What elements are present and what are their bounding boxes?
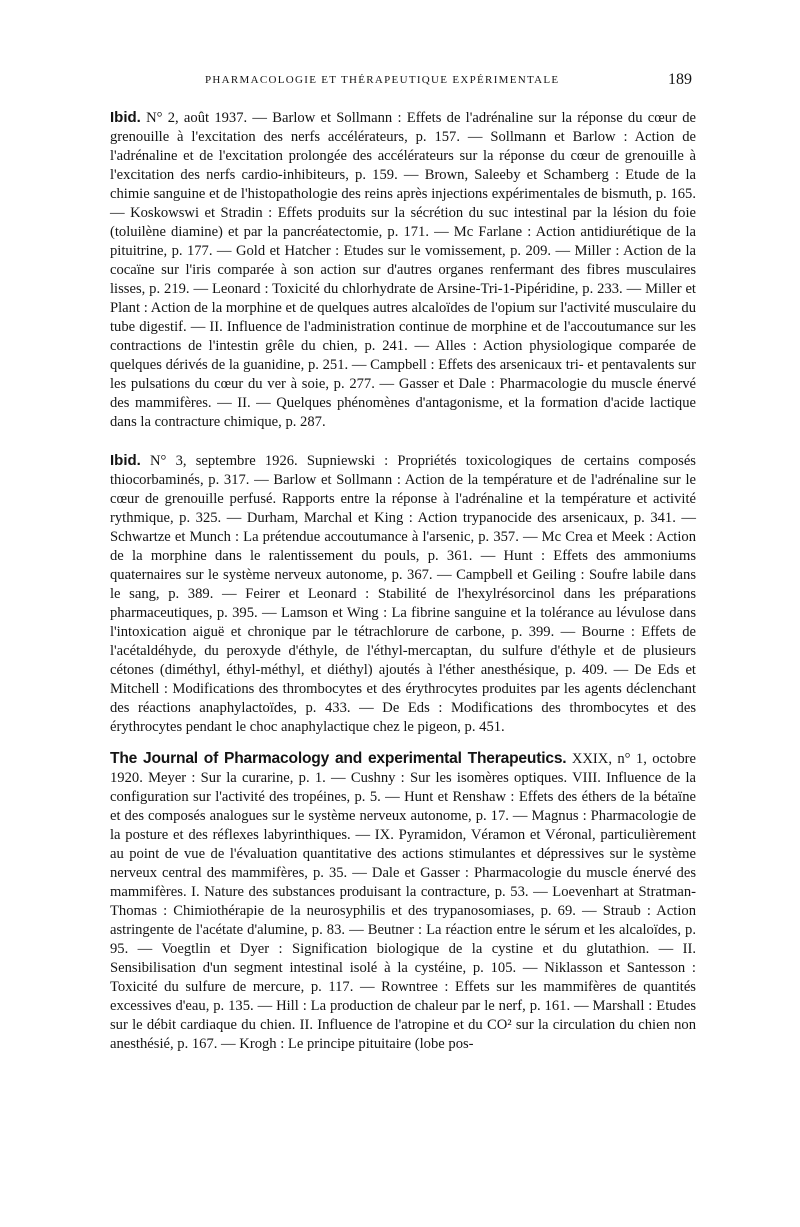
- entry-lead: Ibid.: [110, 109, 141, 126]
- entry-text: N° 2, août 1937. — Barlow et Sollmann : Effets de l'adrénaline sur la réponse du cœur de grenouille à l'excitation des nerfs accélérateurs, p. 157. — Sollmann et Barlow : Action de l'adrénaline et de l'excitation prolongée des accélérateurs sur la réponse du cœur de grenouille à l'excitation des nerfs cardio-inhibiteurs, p. 159. — Brown, Saleeby et Schamberg : Etude de la chimie sanguine et de l'histopathologie des reins après injections expérimentales de bismuth, p. 165. — Koskowswi et Stradin : Effets produits sur la sécrétion du suc intestinal par la lésion du foie (toluilène diamine) et par la pancréatectomie, p. 171. — Mc Farlane : Action antidiurétique de la pituitrine, p. 177. — Gold et Hatcher : Etudes sur le vomissement, p. 209. — Miller : Action de la cocaïne sur l'iris comparée à son action sur d'autres organes renfermant des fibres musculaires lisses, p. 219. — Leonard : Toxicité du chlorhydrate de Arsine-Tri-1-Pipéridine, p. 233. — Miller et Plant : Action de la morphine et de quelques autres alcaloïdes de l'opium sur l'activité musculaire du tube digestif. — II. Influence de l'administration continue de morphine et de l'accoutumance sur les contractions de l'intestin grêle du chien, p. 241. — Alles : Action physiologique comparée de quelques dérivés de la guanidine, p. 251. — Campbell : Effets des arsenicaux tri- et pentavalents sur les pulsations du cœur du ver à soie, p. 277. — Gasser et Dale : Pharmacologie du muscle énervé des mammifères. — II. — Quelques phénomènes d'antagonisme, et la formation d'acide lactique dans la contracture chimique, p. 287.: [110, 110, 696, 430]
- running-header: [110, 70, 696, 100]
- bibliography-entry-journal: [110, 749, 696, 1054]
- entry-text: XXIX, n° 1, octobre 1920. Meyer : Sur la curarine, p. 1. — Cushny : Sur les isomères optiques. VIII. Influence de la configuration sur l'activité des tropéines, p. 5. — Hunt et Renshaw : Effets des éthers de la bétaïne et des composés analogues sur le système nerveux autonome, p. 17. — Magnus : Pharmacologie de la posture et des réflexes labyrinthiques. — IX. Pyramidon, Véramon et Véronal, particulièrement au point de vue de l'évaluation quantitative des actions stimulantes et dépressives sur le système nerveux central des mammifères, p. 35. — Dale et Gasser : Pharmacologie du muscle énervé des mammifères. I. Nature des substances produisant la contracture, p. 53. — Loevenhart at Stratman-Thomas : Chimiothérapie de la neurosyphilis et des trypanosomiases, p. 69. — Straub : Action astringente de l'acétate d'alumine, p. 83. — Beutner : La réaction entre le sérum et les alcaloïdes, p. 95. — Voegtlin et Dyer : Signification biologique de la cystine et du glutathion. — II. Sensibilisation d'un segment intestinal isolé à la cystéine, p. 105. — Niklasson et Santesson : Toxicité du sulfure de mercure, p. 117. — Rowntree : Effets sur les mammifères de quantités excessives d'eau, p. 135. — Hill : La production de chaleur par le nerf, p. 161. — Marshall : Etudes sur le débit cardiaque du chien. II. Influence de l'atropine et du CO² sur la circulation du chien non anesthésié, p. 167. — Krogh : Le principe pituitaire (lobe pos-: [110, 751, 696, 1052]
- page-number: 189: [668, 71, 692, 88]
- entry-lead: Ibid.: [110, 452, 141, 469]
- bibliography-entry-ibid-no2: [110, 108, 696, 432]
- entry-text: N° 3, septembre 1926. Supniewski : Propriétés toxicologiques de certains composés thiocorbaminés, p. 317. — Barlow et Sollmann : Action de la température et de l'adrénaline sur le cœur de grenouille perfusé. Rapports entre la réponse à l'adrénaline et la température et activité rythmique, p. 325. — Durham, Marchal et King : Action trypanocide des arsenicaux, p. 341. — Schwartze et Munch : La prétendue accoutumance à l'arsenic, p. 357. — Mc Crea et Meek : Action de la morphine dans le ralentissement du pouls, p. 361. — Hunt : Effets des ammoniums quaternaires sur le système nerveux autonome, p. 367. — Campbell et Geiling : Soufre labile dans le sang, p. 389. — Feirer et Leonard : Stabilité de l'hexylrésorcinol dans les préparations pharmaceutiques, p. 395. — Lamson et Wing : La fibrine sanguine et la tolérance au lévulose dans l'intoxication aiguë et chronique par le tétrachlorure de carbone, p. 399. — Bourne : Effets de l'acétaldéhyde, du peroxyde d'éthyle, de l'éthyl-mercaptan, du sulfure d'éthyle et de plusieurs cétones (diméthyl, éthyl-méthyl, et diéthyl) ajoutés à l'éther anesthésique, p. 409. — De Eds et Mitchell : Modifications des thrombocytes et des érythrocytes produites par les agents déclenchant des réactions anaphylactoïdes, p. 433. — De Eds : Modifications des thrombocytes et des érythrocytes pendant le choc anaphylactique chez le pigeon, p. 451.: [110, 453, 696, 735]
- journal-title: The Journal of Pharmacology and experimental Therapeutics.: [110, 750, 567, 767]
- document-page: [110, 70, 696, 1054]
- running-title: PHARMACOLOGIE ET THÉRAPEUTIQUE EXPÉRIMENTALE: [205, 74, 560, 86]
- bibliography-entry-ibid-no3: [110, 451, 696, 737]
